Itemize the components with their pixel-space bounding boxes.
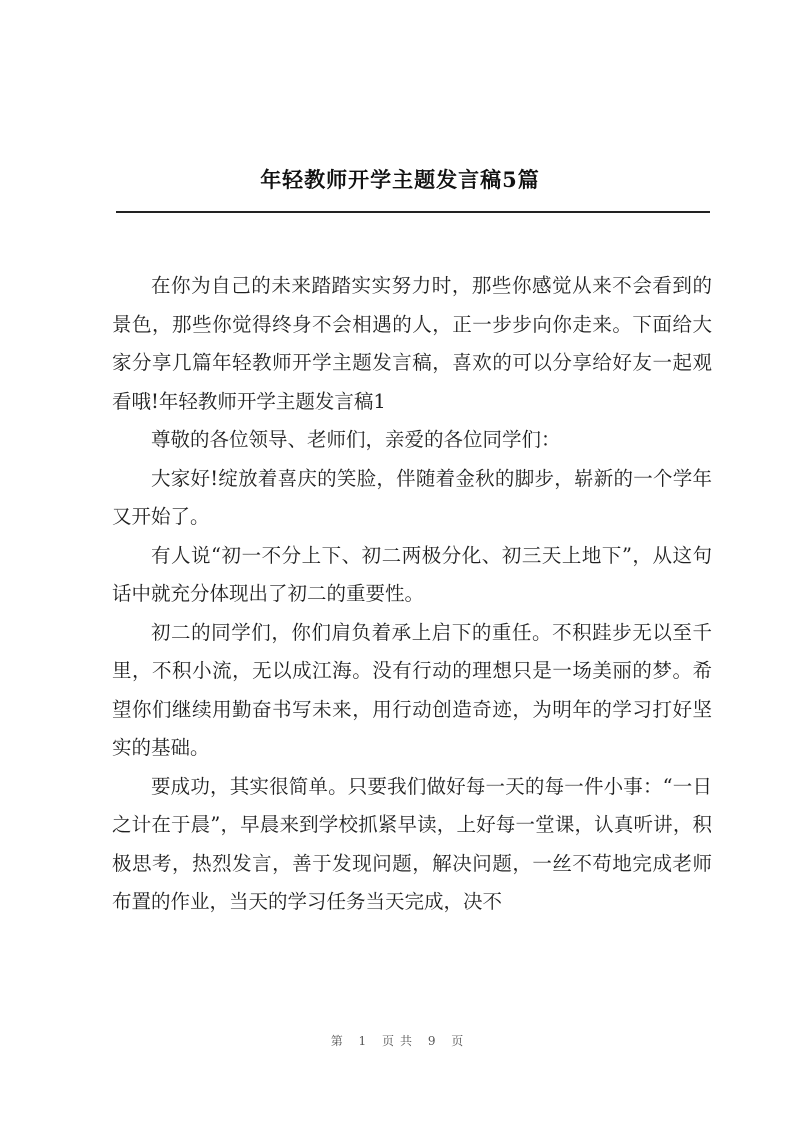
page-number-footer: 第 1 页共 9 页 bbox=[330, 1034, 470, 1048]
document-title: 年轻教师开学主题发言稿5篇 bbox=[260, 167, 540, 192]
paragraph-intro: 在你为自己的未来踏踏实实努力时，那些你感觉从来不会看到的景色，那些你觉得终身不会相遇的人，正一步步向你走来。下面给大家分享几篇年轻教师开学主题发言稿，喜欢的可以分享给好友一起观看哦!年轻教师开学主题发言稿1 bbox=[112, 274, 712, 413]
paragraph-saying: 有人说“初一不分上下、初二两极分化、初三天上地下”，从这句话中就充分体现出了初二的重要性。 bbox=[112, 543, 712, 605]
paragraph-success: 要成功，其实很简单。只要我们做好每一天的每一件小事：“一日之计在于晨”，早晨来到学校抓紧早读，上好每一堂课，认真听讲，积极思考，热烈发言，善于发现问题，解决问题，一丝不苟地完成老师布置的作业，当天的学习任务当天完成，决不 bbox=[112, 774, 712, 913]
document-body bbox=[112, 267, 712, 922]
paragraph-responsibility: 初二的同学们，你们肩负着承上启下的重任。不积跬步无以至千里，不积小流，无以成江海。没有行动的理想只是一场美丽的梦。希望你们继续用勤奋书写未来，用行动创造奇迹，为明年的学习打好坚实的基础。 bbox=[112, 620, 712, 759]
paragraph-salutation: 尊敬的各位领导、老师们，亲爱的各位同学们： bbox=[151, 428, 561, 451]
paragraph-greeting: 大家好!绽放着喜庆的笑脸，伴随着金秋的脚步，崭新的一个学年又开始了。 bbox=[112, 466, 712, 528]
title-divider bbox=[116, 211, 710, 213]
